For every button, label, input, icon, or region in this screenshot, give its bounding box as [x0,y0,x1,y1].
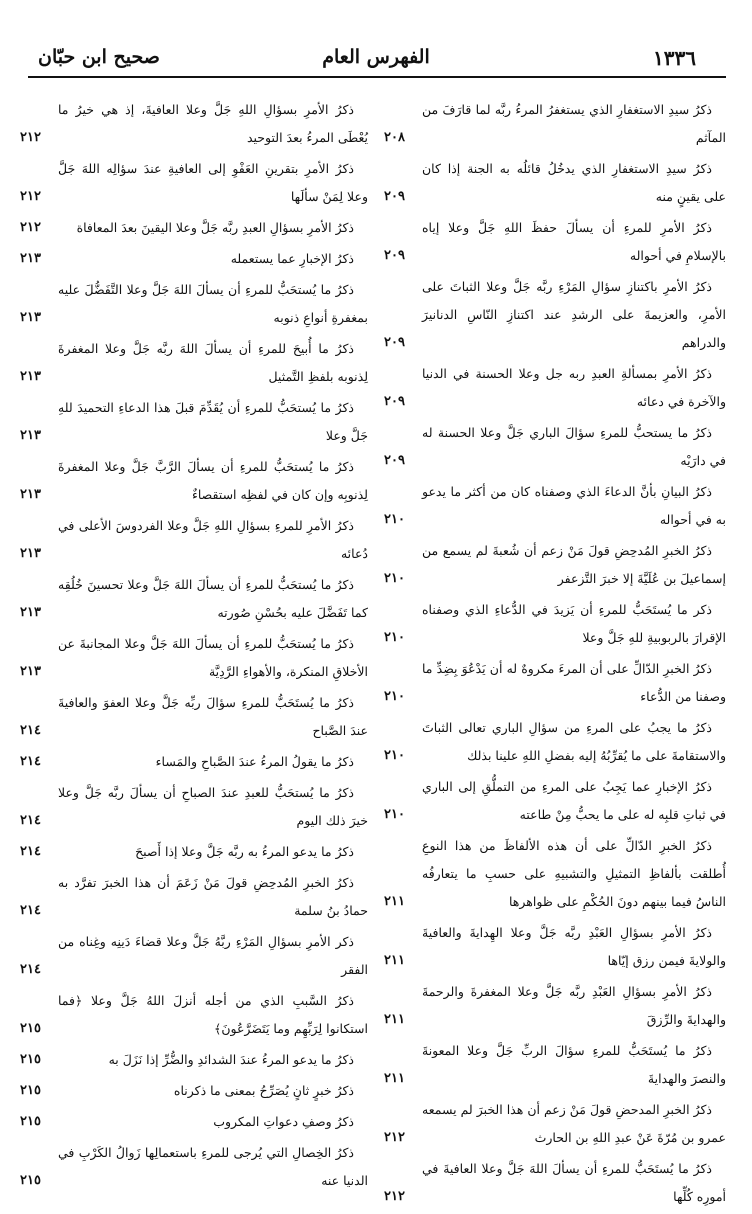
header-rule [28,76,726,78]
entry-text: ذكرُ ما يستحبُّ للمرءِ سؤالَ الباري جَلَّ وعلا الحسنة له في دارَيْه [422,425,726,468]
entry-text: ذكرُ الأمرِ للمرءِ أن يسألَ حفظَ اللهِ جَلَّ وعلا إياه بالإسلامِ في أحواله [422,220,726,263]
entry-page-number: ٢٠٩ [384,248,405,263]
entry-page-number: ٢١٤ [20,962,41,977]
index-entry [384,537,726,593]
entry-text: ذكرُ الأمرِ بسؤالِ العَبْدِ ربَّه جَلَّ وعلا الهِدايةَ والعافيةَ والولايةَ فيمن رزق إيّاها [422,925,726,968]
entry-text: ذكرُ ما يُستَحَبُّ للمرءِ سؤالَ الربِّ جَلَّ وعلا المعونةَ والنصرَ والهدايةَ [422,1043,726,1086]
index-entry [384,96,726,152]
entry-page-number: ٢١١ [384,953,405,968]
entry-text: ذكرُ ما يدعو المرءُ عندَ الشدائدِ والضُّرِّ إذا نَزَلَ به [108,1052,354,1067]
entry-page-number: ٢١٣ [20,369,41,384]
entry-text: ذكرُ الخبرِ الدّالِّ على أن المرءَ مكروهٌ له أن يَدْعُوَ بِضِدِّ ما وصفنا من الدُّعاء [422,661,726,704]
index-entry [20,630,368,686]
index-entry [20,838,368,866]
index-entry [20,748,368,776]
running-title: الفهرس العام [322,46,430,68]
entry-page-number: ٢٠٨ [384,130,405,145]
book-title: صحيح ابن حبّان [38,46,160,68]
index-entry [384,214,726,270]
entry-text: ذكرُ الخبرِ المدحضِ قولَ مَنْ زعم أن هذا الخبرَ لم يسمعه عمرو بن مُرّةَ عَنْ عبدِ اللهِ بن الحارث [422,1102,726,1145]
entry-page-number: ٢٠٩ [384,453,405,468]
entry-text: ذكرُ ما يُستحَبُّ للمرءِ أن يسألَ اللهَ جَلَّ وعلا المجانبةَ عن الأخلاقِ المنكرة، والأهواءِ الرَّدِيَّة [58,636,368,679]
entry-page-number: ٢٠٩ [384,394,405,409]
entry-text: ذكرُ الخبرِ المُدحِضِ قولَ مَنْ زَعَمَ أن هذا الخبرَ تفرَّد به حمادُ بنُ سلمة [58,875,368,918]
index-entry [20,987,368,1043]
index-entry [20,1139,368,1195]
entry-page-number: ٢١٣ [20,546,41,561]
entry-text: ذكرُ ما يقولُ المرءُ عندَ الصَّباحِ والمَساء [155,754,354,769]
entry-page-number: ٢١٣ [20,664,41,679]
entry-page-number: ٢١١ [384,1071,405,1086]
entry-page-number: ٢١٤ [20,844,41,859]
index-entry [20,453,368,509]
entry-page-number: ٢١١ [384,1012,405,1027]
entry-page-number: ٢١١ [384,894,405,909]
index-entry [20,571,368,627]
entry-text: ذكرُ الأمرِ باكتنازِ سؤالِ المَرْءِ ربَّه جَلَّ وعلا الثباتَ على الأمرِ، والعزيمةَ على الرشدِ عند اكتنازِ النّاسِ الدنانيرَ والدراهم [422,279,726,350]
right-column [384,96,726,1214]
index-entry [20,779,368,835]
entry-text: ذكرُ الإخبارِ عما يستعمله [230,251,354,266]
index-entry [384,1037,726,1093]
entry-page-number: ٢١٢ [384,1189,405,1204]
entry-page-number: ٢١٤ [20,723,41,738]
entry-text: ذكرُ خبرٍ ثانٍ يُصَرِّحُ بمعنى ما ذكرناه [173,1083,354,1098]
entry-text: ذكرُ الإخبارِ عما يَجِبُ على المرءِ من التملُّقِ إلى الباري في ثباتِ قلبِه له على ما يحبُّ مِنْ طاعته [422,779,726,822]
entry-page-number: ٢١٥ [20,1173,41,1188]
index-entry [20,869,368,925]
page-header [26,44,726,74]
entry-page-number: ٢١٣ [20,310,41,325]
entry-page-number: ٢٠٩ [384,189,405,204]
entry-page-number: ٢١٣ [20,487,41,502]
entry-text: ذكرُ الأمرِ بسؤالِ العبدِ ربَّه جَلَّ وعلا اليقينَ بعدَ المعافاة [76,220,354,235]
left-column [20,96,368,1198]
index-entry [20,1077,368,1105]
entry-text: ذكرُ سيدِ الاستغفارِ الذي يستغفرُ المرءُ ربَّه لما قارَفَ من المآثم [422,102,726,145]
entry-text: ذكرُ ما يدعو المرءُ به ربَّه جَلَّ وعلا إذا أَصبحَ [135,844,354,859]
index-entry [384,1155,726,1211]
entry-page-number: ٢١٥ [20,1021,41,1036]
entry-page-number: ٢١٠ [384,512,405,527]
index-entry [384,478,726,534]
entry-page-number: ٢١٥ [20,1052,41,1067]
entry-page-number: ٢١٢ [20,220,41,235]
index-entry [20,689,368,745]
entry-page-number: ٢١٣ [20,428,41,443]
index-entry [20,928,368,984]
entry-text: ذكر الأمرِ بسؤالِ المَرْءِ ربَّهُ جَلَّ وعلا قضاءَ دَينِه وغِناه من الفقر [58,934,368,977]
index-entry [20,245,368,273]
entry-page-number: ٢١٠ [384,630,405,645]
entry-text: ذكرُ ما يُستحَبُّ للمرءِ أن يسألَ اللهَ جَلَّ وعلا تحسينَ خُلُقِه كما تَفَضَّلَ عليه بحُسْنِ صُورته [58,577,368,620]
entry-text: ذكرُ الخبرِ المُدحِضِ قولَ مَنْ زعم أن شُعبةَ لم يسمع من إسماعيلَ بن عُلَيَّةَ إلا خبرَ التَّزعفر [422,543,726,586]
index-entry [384,596,726,652]
page-number: ١٣٣٦ [653,46,696,70]
entry-text: ذكرُ ما يُستَحَبُّ للمرءِ سؤالَ ربِّه جَلَّ وعلا العفوَ والعافيةَ عندَ الصَّباح [58,695,368,738]
index-entry [384,655,726,711]
index-entry [384,419,726,475]
entry-text: ذكرُ الأمرِ للمرءِ بسؤالِ اللهِ جَلَّ وعلا الفردوسَ الأعلى في دُعائه [58,518,368,561]
index-entry [384,919,726,975]
index-entry [20,335,368,391]
entry-page-number: ٢١٠ [384,748,405,763]
entry-text: ذكرُ ما يُستحَبُّ للمرءِ أن يُقَدِّمَ قبلَ هذا الدعاءِ التحميدَ للهِ جَلَّ وعلا [58,400,368,443]
entry-page-number: ٢١٠ [384,689,405,704]
entry-text: ذكرُ السَّببِ الذي من أجله أنزلَ اللهُ جَلَّ وعلا ﴿فما استكانوا لِرَبِّهِم وما يَتَضَرَّعُونَ﴾ [58,993,368,1036]
entry-page-number: ٢١٣ [20,605,41,620]
index-entry [384,155,726,211]
index-entry [384,773,726,829]
entry-page-number: ٢١٤ [20,903,41,918]
entry-page-number: ٢١٢ [20,130,41,145]
entry-text: ذكرُ ما يُستحَبُّ للمرءِ أن يسألَ اللهَ جَلَّ وعلا التَّفَضُّلَ عليه بمغفرةِ أنواعِ ذنوبه [58,282,368,325]
entry-page-number: ٢١٣ [20,251,41,266]
entry-text: ذكرُ الأمرِ بسؤالِ اللهِ جَلَّ وعلا العافيةَ، إذ هي خيرُ ما يُعْطَى المرءُ بعدَ التوحيد [58,102,368,145]
entry-page-number: ٢١٥ [20,1083,41,1098]
entry-text: ذكرُ ما يجبُ على المرءِ من سؤالِ الباري تعالى الثباتَ والاستقامةَ على ما يُقرِّبُهُ إليه بفضلِ اللهِ علينا بذلك [422,720,726,763]
entry-page-number: ٢١٠ [384,807,405,822]
index-entry [20,155,368,211]
index-entry [384,978,726,1034]
index-entry [20,214,368,242]
entry-text: ذكرُ ما يُستَحَبُّ للمرءِ أن يسألَ اللهَ جَلَّ وعلا العافيةَ في أمورِه كُلِّها [422,1161,726,1204]
entry-text: ذكرُ الخِصالِ التي يُرجى للمرءِ باستعمالِها زَوالُ الكَرْبِ في الدنيا عنه [58,1145,368,1188]
index-entry [20,96,368,152]
index-entry [384,360,726,416]
entry-text: ذكرُ الأمرِ بسؤالِ العَبْدِ ربَّه جَلَّ وعلا المغفرةَ والرحمةَ والهدايةَ والرِّزقَ [422,984,726,1027]
entry-text: ذكرُ الأمرِ بمسألةِ العبدِ ربه جل وعلا الحسنة في الدنيا والآخرة في دعائه [422,366,726,409]
index-entry [20,1108,368,1136]
entry-text: ذكرُ وصفِ دعواتِ المكروب [213,1114,354,1129]
entry-text: ذكرُ سيدِ الاستغفارِ الذي يدخُلُ قائلُه به الجنة إذا كان على يقينٍ منه [422,161,726,204]
entry-text: ذكرُ ما أُبيحَ للمرءِ أن يسألَ اللهَ ربَّه جَلَّ وعلا المغفرةَ لِذنوبه بلفظِ التَّمثيل [58,341,368,384]
entry-text: ذكرُ الأمرِ بتقرينِ العَفْوِ إلى العافيةِ عندَ سؤالِه اللهَ جَلَّ وعلا لِمَنْ سألَها [58,161,368,204]
entry-text: ذكرُ ما يُستحَبُّ للعبدِ عندَ الصباحِ أن يسألَ ربَّه جَلَّ وعلا خيرَ ذلك اليوم [58,785,368,828]
entry-text: ذكرُ ما يُستحَبُّ للمرءِ أن يسألَ الرَّبَّ جَلَّ وعلا المغفرةَ لِذنوبِه وإن كان في لفظِه استقصاءٌ [58,459,368,502]
index-entry [384,1096,726,1152]
entry-page-number: ٢١٢ [384,1130,405,1145]
index-entry [20,394,368,450]
index-entry [384,714,726,770]
index-entry [384,273,726,357]
entry-page-number: ٢١٠ [384,571,405,586]
entry-text: ذكرُ البيانِ بأنَّ الدعاءَ الذي وصفناه كان من أكثر ما يدعو به في أحواله [422,484,726,527]
index-entry [20,276,368,332]
index-entry [20,1046,368,1074]
index-entry [384,832,726,916]
entry-page-number: ٢٠٩ [384,335,405,350]
entry-page-number: ٢١٤ [20,754,41,769]
entry-page-number: ٢١٥ [20,1114,41,1129]
entry-page-number: ٢١٤ [20,813,41,828]
entry-page-number: ٢١٢ [20,189,41,204]
entry-text: ذكر ما يُستَحَبُّ للمرءِ أن يَزيدَ في الدُّعاءِ الذي وصفناه الإقرارَ بالربوبيةِ للهِ جَلَّ وعلا [422,602,726,645]
index-entry [20,512,368,568]
entry-text: ذكرُ الخبرِ الدّالِّ على أن هذه الألفاظَ من هذا النوعِ أُطلقت بألفاظِ التمثيلِ والتشبيهِ على حسبِ ما يتعارفُه الناسُ فيما بينهم دونَ الحُكْمِ على ظواهرها [422,838,726,909]
